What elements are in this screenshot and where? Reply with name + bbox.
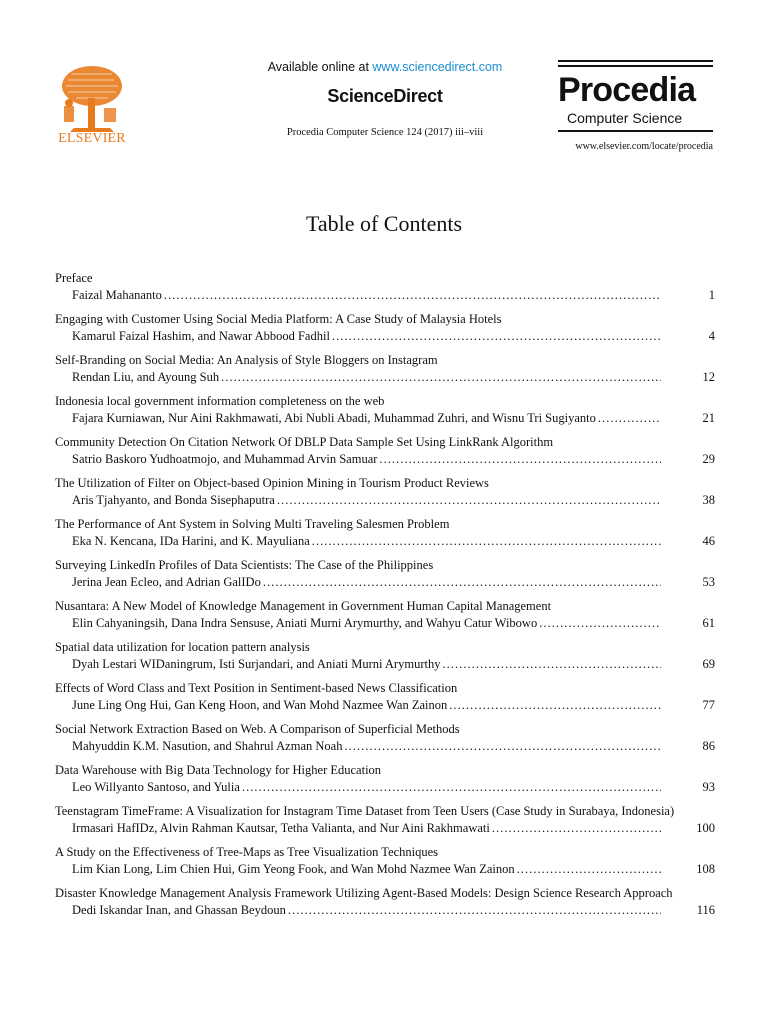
dot-leader bbox=[492, 820, 661, 837]
toc-entry-page-number: 69 bbox=[702, 656, 715, 671]
dot-leader bbox=[598, 410, 661, 427]
toc-entry-page-number: 29 bbox=[702, 451, 715, 466]
toc-entry-authors: Kamarul Faizal Hashim, and Nawar Abbood Fadhil bbox=[72, 328, 330, 343]
toc-entry-title: Disaster Knowledge Management Analysis Framework Utilizing Agent-Based Models: Design Science Research Approach bbox=[55, 886, 673, 900]
procedia-masthead bbox=[558, 60, 713, 152]
toc-entry-title: Nusantara: A New Model of Knowledge Management in Government Human Capital Management bbox=[55, 599, 552, 613]
sciencedirect-wordmark: ScienceDirect bbox=[327, 86, 443, 106]
dot-leader bbox=[164, 287, 661, 304]
toc-entry-author-line bbox=[55, 287, 715, 304]
dot-leader bbox=[221, 369, 661, 386]
masthead-rule bbox=[558, 65, 713, 67]
masthead-rule bbox=[558, 130, 713, 132]
toc-entry-author-line bbox=[55, 492, 715, 509]
procedia-subtitle: Computer Science bbox=[567, 109, 683, 126]
toc-entry[interactable] bbox=[55, 475, 715, 508]
toc-entry-authors: Eka N. Kencana, IDa Harini, and K. Mayuliana bbox=[72, 533, 310, 548]
toc-entry-authors: June Ling Ong Hui, Gan Keng Hoon, and Wan Mohd Nazmee Wan Zainon bbox=[72, 697, 448, 712]
toc-entry-page-number: 21 bbox=[702, 410, 715, 425]
toc-entry-title: Teenstagram TimeFrame: A Visualization for Instagram Time Dataset from Teen Users (Case Study in Surabaya, Indonesia) bbox=[55, 804, 675, 818]
toc-entry[interactable] bbox=[55, 393, 715, 426]
sciencedirect-link[interactable]: www.sciencedirect.com bbox=[372, 60, 503, 74]
toc-entry-authors: Rendan Liu, and Ayoung Suh bbox=[72, 369, 220, 384]
dot-leader bbox=[517, 861, 661, 878]
dot-leader bbox=[277, 492, 661, 509]
toc-entry-authors: Lim Kian Long, Lim Chien Hui, Gim Yeong Fook, and Wan Mohd Nazmee Wan Zainon bbox=[72, 861, 515, 876]
toc-entry-author-line bbox=[55, 328, 715, 345]
page-title: Table of Contents bbox=[305, 211, 463, 236]
toc-entry-page-number: 53 bbox=[702, 574, 715, 589]
toc-entry[interactable] bbox=[55, 885, 715, 918]
toc-entry-title: Spatial data utilization for location pattern analysis bbox=[55, 640, 310, 654]
dot-leader bbox=[263, 574, 661, 591]
dot-leader bbox=[539, 615, 661, 632]
journal-reference: Procedia Computer Science 124 (2017) iii–viii bbox=[286, 127, 484, 138]
dot-leader bbox=[242, 779, 661, 796]
toc-entry-author-line bbox=[55, 820, 715, 837]
toc-entry-author-line bbox=[55, 533, 715, 550]
toc-entry[interactable] bbox=[55, 557, 715, 590]
masthead-rule bbox=[558, 60, 713, 62]
dot-leader bbox=[344, 738, 661, 755]
toc-entry-authors: Elin Cahyaningsih, Dana Indra Sensuse, Aniati Murni Arymurthy, and Wahyu Catur Wibowo bbox=[72, 615, 538, 630]
toc-entry-title: Data Warehouse with Big Data Technology for Higher Education bbox=[55, 763, 382, 777]
toc-entry-page-number: 86 bbox=[702, 738, 715, 753]
toc-entry-authors: Irmasari HafIDz, Alvin Rahman Kautsar, Tetha Valianta, and Nur Aini Rakhmawati bbox=[72, 820, 490, 835]
toc-entry[interactable] bbox=[55, 721, 715, 754]
toc-entry[interactable] bbox=[55, 352, 715, 385]
toc-entry-title: Preface bbox=[55, 271, 93, 285]
toc-entry-title: Social Network Extraction Based on Web. A Comparison of Superficial Methods bbox=[55, 722, 460, 736]
procedia-url-link[interactable]: www.elsevier.com/locate/procedia bbox=[575, 140, 713, 152]
toc-entry[interactable] bbox=[55, 803, 715, 836]
dot-leader bbox=[288, 902, 661, 919]
toc-entry-author-line bbox=[55, 697, 715, 714]
toc-entry-page-number: 12 bbox=[702, 369, 715, 384]
toc-entry-title: Community Detection On Citation Network Of DBLP Data Sample Set Using LinkRank Algorithm bbox=[55, 435, 554, 449]
dot-leader bbox=[442, 656, 661, 673]
toc-entry-page-number: 100 bbox=[696, 820, 715, 835]
procedia-title: Procedia bbox=[558, 70, 696, 109]
toc-entry-authors: Jerina Jean Ecleo, and Adrian GalIDo bbox=[72, 574, 261, 589]
toc-entry[interactable] bbox=[55, 311, 715, 344]
toc-entry-authors: Aris Tjahyanto, and Bonda Sisephaputra bbox=[72, 492, 275, 507]
toc-list bbox=[55, 270, 715, 926]
toc-entry-author-line bbox=[55, 574, 715, 591]
dot-leader bbox=[449, 697, 661, 714]
toc-entry-authors: Leo Willyanto Santoso, and Yulia bbox=[72, 779, 240, 794]
toc-entry-page-number: 108 bbox=[696, 861, 715, 876]
dot-leader bbox=[379, 451, 661, 468]
toc-entry-title: Engaging with Customer Using Social Media Platform: A Case Study of Malaysia Hotels bbox=[55, 312, 502, 326]
toc-entry[interactable] bbox=[55, 434, 715, 467]
toc-entry-title: The Utilization of Filter on Object-based Opinion Mining in Tourism Product Reviews bbox=[55, 476, 489, 490]
toc-entry-page-number: 77 bbox=[702, 697, 715, 712]
toc-entry-authors: Satrio Baskoro Yudhoatmojo, and Muhammad Arvin Samuar bbox=[72, 451, 378, 466]
toc-entry-author-line bbox=[55, 451, 715, 468]
elsevier-wordmark: ELSEVIER bbox=[58, 131, 126, 146]
available-online-line bbox=[190, 60, 580, 74]
toc-entry[interactable] bbox=[55, 680, 715, 713]
toc-entry-title: Effects of Word Class and Text Position in Sentiment-based News Classification bbox=[55, 681, 458, 695]
toc-entry-title: Indonesia local government information completeness on the web bbox=[55, 394, 385, 408]
toc-entry-title: A Study on the Effectiveness of Tree-Maps as Tree Visualization Techniques bbox=[55, 845, 439, 859]
toc-entry[interactable] bbox=[55, 270, 715, 303]
dot-leader bbox=[312, 533, 661, 550]
toc-entry-author-line bbox=[55, 615, 715, 632]
toc-entry-author-line bbox=[55, 369, 715, 386]
toc-entry-page-number: 116 bbox=[696, 902, 715, 917]
toc-entry-authors: Dedi Iskandar Inan, and Ghassan Beydoun bbox=[72, 902, 286, 917]
available-prefix: Available online at bbox=[267, 60, 369, 74]
toc-entry[interactable] bbox=[55, 844, 715, 877]
toc-entry-authors: Dyah Lestari WIDaningrum, Isti Surjandari, and Aniati Murni Arymurthy bbox=[72, 656, 441, 671]
center-header bbox=[190, 60, 580, 138]
toc-entry-title: The Performance of Ant System in Solving Multi Traveling Salesmen Problem bbox=[55, 517, 450, 531]
toc-entry-author-line bbox=[55, 779, 715, 796]
toc-entry-author-line bbox=[55, 410, 715, 427]
toc-entry[interactable] bbox=[55, 598, 715, 631]
toc-entry-authors: Faizal Mahananto bbox=[72, 287, 162, 302]
toc-entry-page-number: 46 bbox=[702, 533, 715, 548]
toc-entry-page-number: 4 bbox=[708, 328, 715, 343]
toc-entry[interactable] bbox=[55, 516, 715, 549]
toc-entry-page-number: 93 bbox=[702, 779, 715, 794]
toc-entry-author-line bbox=[55, 861, 715, 878]
toc-entry[interactable] bbox=[55, 762, 715, 795]
toc-entry-author-line bbox=[55, 738, 715, 755]
dot-leader bbox=[332, 328, 661, 345]
toc-entry-authors: Mahyuddin K.M. Nasution, and Shahrul Azman Noah bbox=[72, 738, 343, 753]
toc-entry-author-line bbox=[55, 902, 715, 919]
toc-entry-title: Surveying LinkedIn Profiles of Data Scientists: The Case of the Philippines bbox=[55, 558, 434, 572]
toc-entry-title: Self-Branding on Social Media: An Analysis of Style Bloggers on Instagram bbox=[55, 353, 438, 367]
toc-entry-page-number: 61 bbox=[702, 615, 715, 630]
toc-entry-page-number: 38 bbox=[702, 492, 715, 507]
toc-entry-page-number: 1 bbox=[708, 287, 715, 302]
toc-entry-author-line bbox=[55, 656, 715, 673]
toc-entry-authors: Fajara Kurniawan, Nur Aini Rakhmawati, Abi Nubli Abadi, Muhammad Zuhri, and Wisnu Tri Sugiyanto bbox=[72, 410, 596, 425]
toc-entry[interactable] bbox=[55, 639, 715, 672]
